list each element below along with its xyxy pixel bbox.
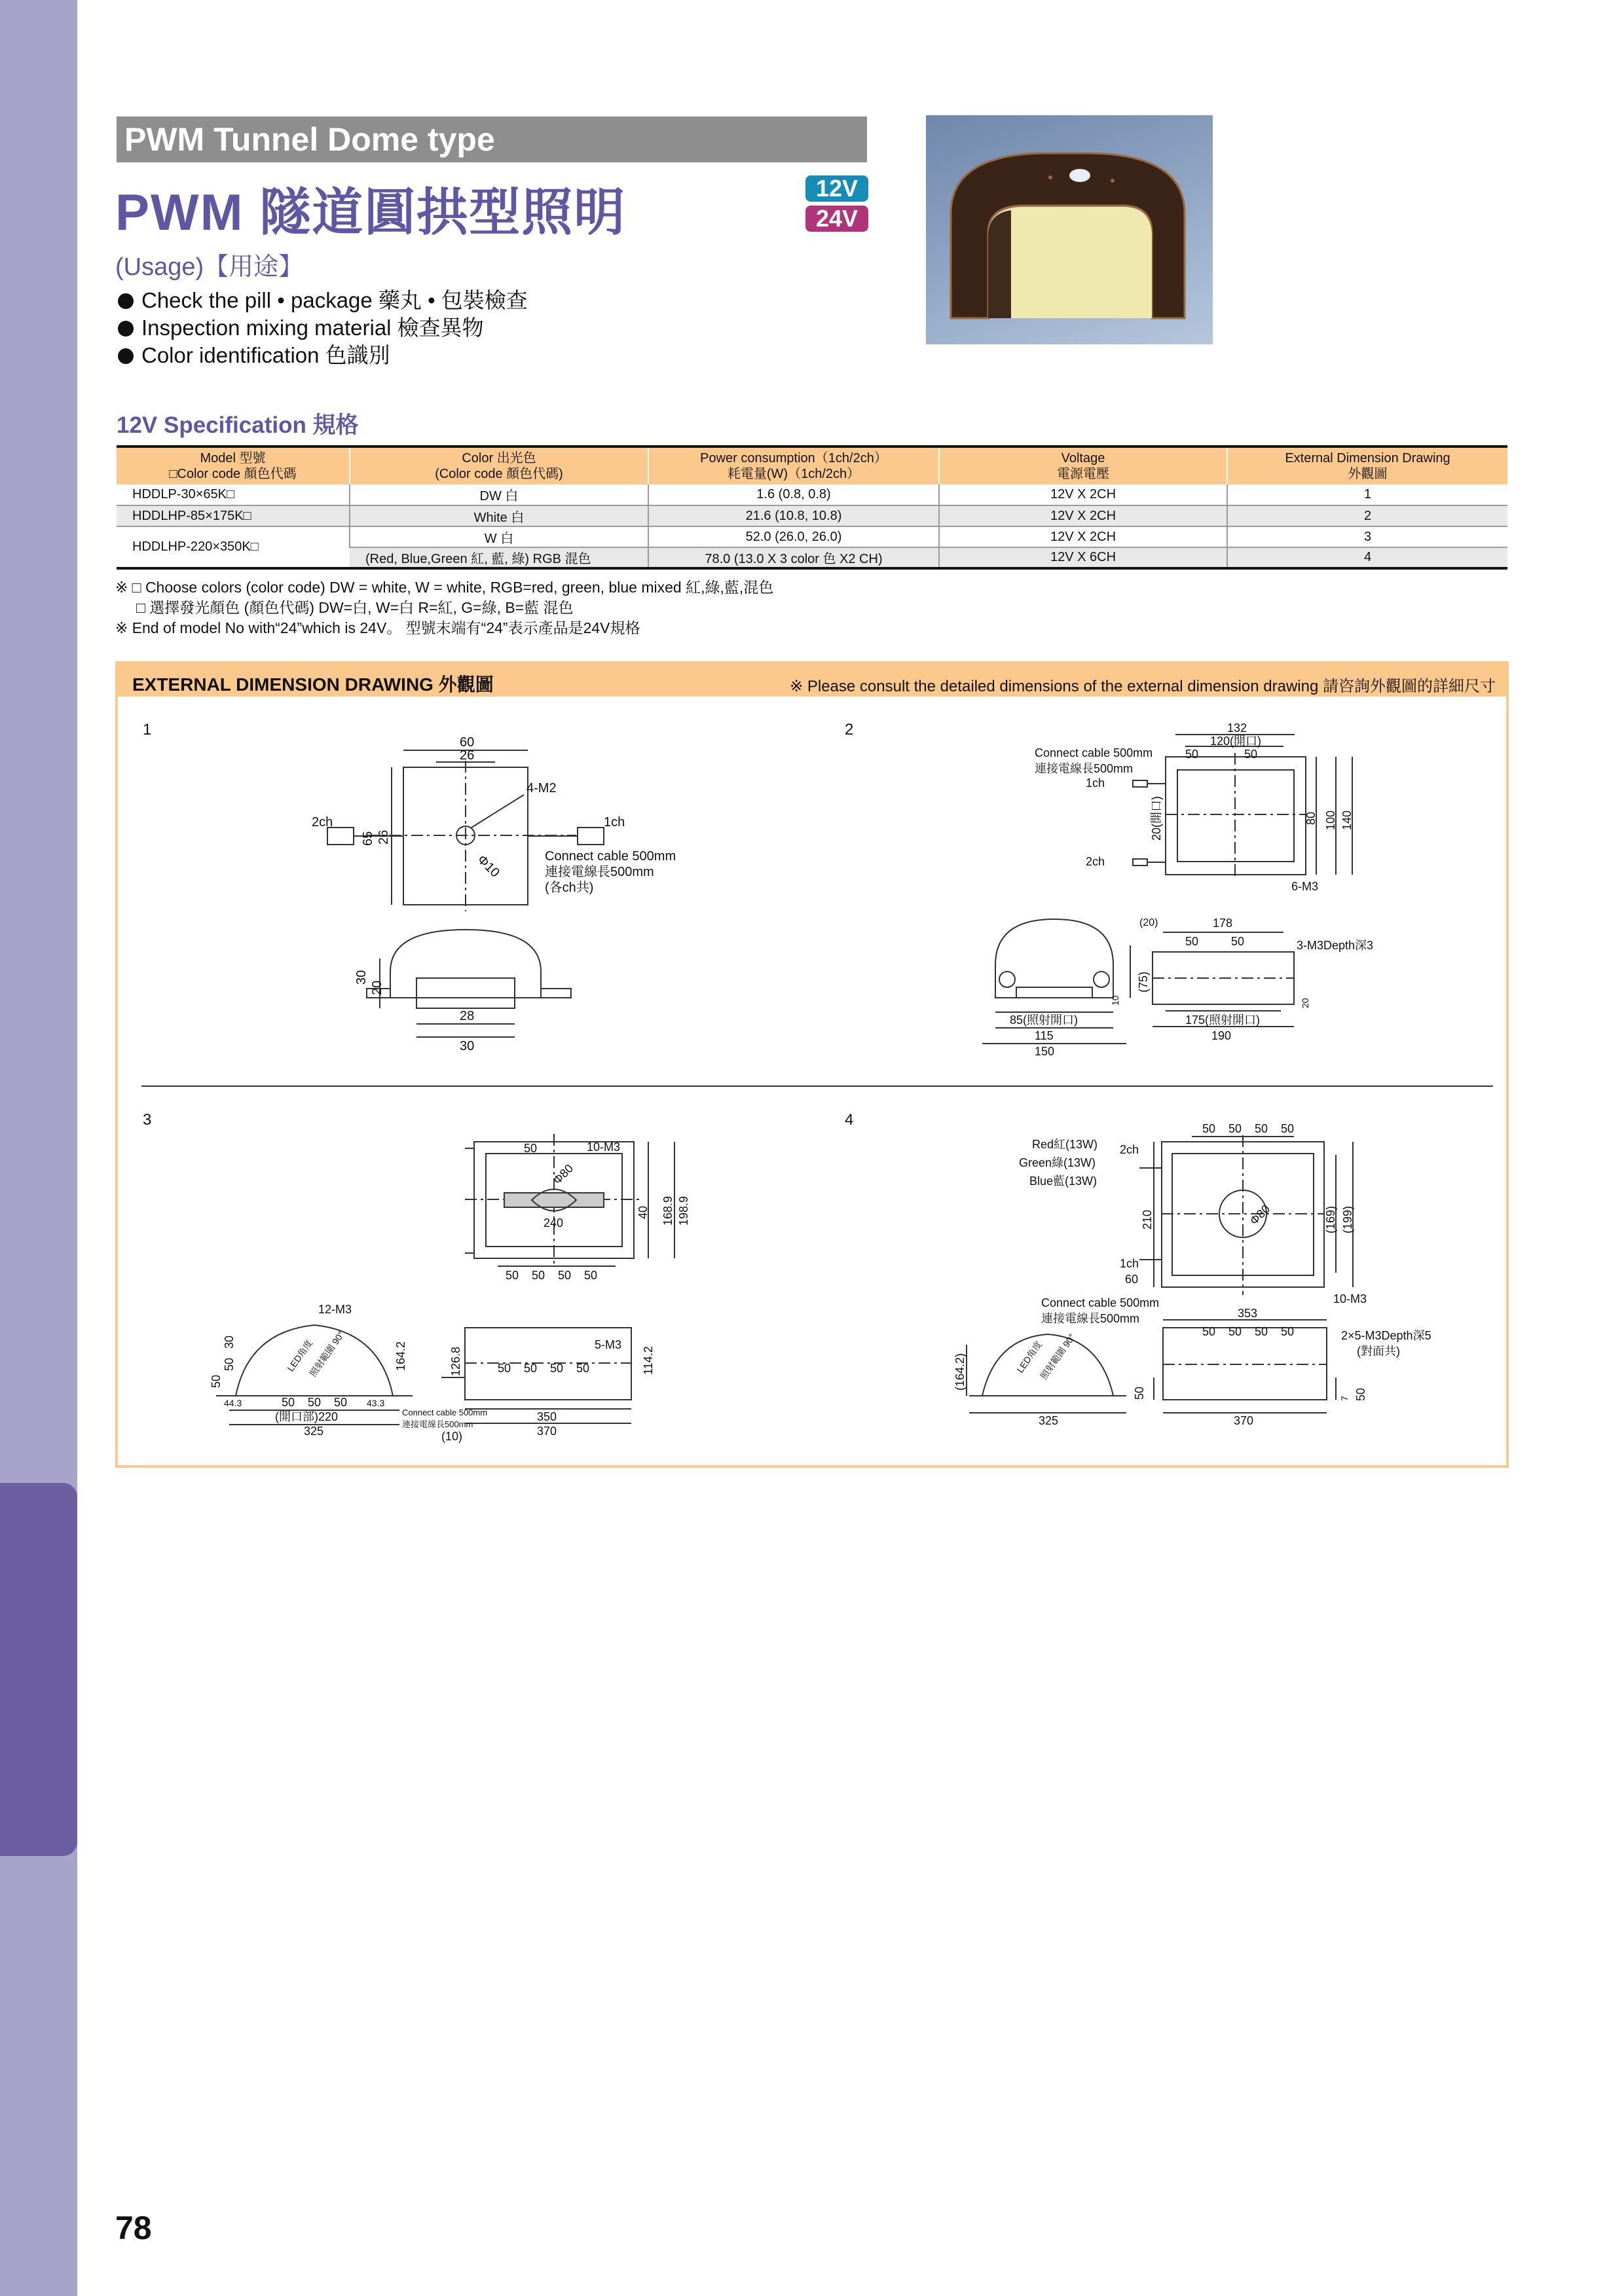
svg-text:Connect cable 500mm: Connect cable 500mm bbox=[1035, 746, 1153, 759]
svg-text:(各ch共): (各ch共) bbox=[545, 881, 594, 895]
svg-text:6-M3: 6-M3 bbox=[1291, 880, 1319, 893]
page-title: PWM 隧道圓拱型照明 bbox=[115, 183, 627, 241]
svg-text:178: 178 bbox=[1213, 917, 1233, 930]
svg-text:12-M3: 12-M3 bbox=[318, 1303, 352, 1316]
svg-text:(75): (75) bbox=[1137, 971, 1150, 993]
svg-text:Φ80: Φ80 bbox=[550, 1161, 576, 1187]
svg-text:3-M3Depth深3: 3-M3Depth深3 bbox=[1297, 939, 1374, 952]
svg-text:50: 50 bbox=[223, 1357, 236, 1371]
svg-text:(開口部)220: (開口部)220 bbox=[275, 1410, 339, 1423]
svg-text:(10): (10) bbox=[441, 1430, 463, 1443]
svg-text:198.9: 198.9 bbox=[677, 1195, 690, 1226]
bullet-icon bbox=[118, 321, 134, 337]
svg-text:50: 50 bbox=[506, 1269, 519, 1282]
svg-text:50: 50 bbox=[498, 1362, 511, 1375]
svg-text:1: 1 bbox=[143, 721, 152, 738]
spec-title: 12V Specification 規格 bbox=[117, 412, 359, 438]
svg-text:30: 30 bbox=[223, 1335, 236, 1349]
svg-text:168.9: 168.9 bbox=[661, 1195, 674, 1226]
svg-text:Green綠(13W): Green綠(13W) bbox=[1019, 1156, 1096, 1169]
svg-text:50: 50 bbox=[1202, 1325, 1216, 1338]
spec-table bbox=[117, 445, 1507, 570]
svg-text:照射範圍 90°: 照射範圍 90° bbox=[1038, 1332, 1077, 1381]
svg-text:(20): (20) bbox=[1139, 917, 1158, 928]
svg-text:Red紅(13W): Red紅(13W) bbox=[1032, 1138, 1098, 1151]
svg-text:175(照射開口): 175(照射開口) bbox=[1185, 1013, 1261, 1027]
svg-text:50: 50 bbox=[1228, 1122, 1242, 1135]
badge-12v: 12V bbox=[805, 175, 868, 202]
svg-text:7: 7 bbox=[1339, 1396, 1350, 1401]
header-color: Color 出光色 (Color code 顏色代碼) bbox=[350, 446, 648, 484]
svg-text:114.2: 114.2 bbox=[642, 1346, 655, 1375]
note-line: ※ □ Choose colors (color code) DW = white, W = white, RGB=red, green, blue mixed 紅,綠,藍,混色 bbox=[115, 579, 774, 596]
svg-text:44.3: 44.3 bbox=[224, 1398, 242, 1408]
svg-text:3: 3 bbox=[143, 1111, 152, 1129]
svg-text:1ch: 1ch bbox=[1086, 776, 1105, 790]
svg-text:50: 50 bbox=[1185, 935, 1199, 948]
svg-text:50: 50 bbox=[576, 1362, 590, 1375]
sidebar-stripe bbox=[0, 0, 77, 2296]
svg-text:2ch: 2ch bbox=[1086, 855, 1105, 868]
svg-text:370: 370 bbox=[1234, 1414, 1254, 1427]
svg-text:30: 30 bbox=[460, 1039, 475, 1053]
svg-text:50: 50 bbox=[282, 1396, 295, 1409]
svg-text:150: 150 bbox=[1035, 1045, 1055, 1058]
table-row: HDDLHP-220×350K□ W 白 52.0 (26.0, 26.0) 12V X 2CH 3 bbox=[117, 526, 1507, 547]
svg-text:50: 50 bbox=[1133, 1386, 1146, 1400]
svg-text:85(照射開口): 85(照射開口) bbox=[1010, 1013, 1079, 1027]
svg-text:140: 140 bbox=[1340, 810, 1354, 830]
svg-text:Connect cable 500mm: Connect cable 500mm bbox=[1041, 1296, 1160, 1309]
usage-item: Check the pill • package 藥丸 • 包裝檢查 bbox=[118, 287, 528, 314]
svg-text:50: 50 bbox=[558, 1269, 572, 1282]
external-dimension-note: ※ Please consult the detailed dimensions of the external dimension drawing 請咨詢外觀圖的詳細尺寸 bbox=[790, 678, 1496, 695]
svg-text:50: 50 bbox=[1255, 1325, 1268, 1338]
svg-text:20(開口): 20(開口) bbox=[1150, 795, 1163, 841]
drawing-2 bbox=[845, 721, 1373, 1058]
svg-text:325: 325 bbox=[1039, 1414, 1059, 1427]
svg-text:26: 26 bbox=[460, 748, 475, 763]
svg-text:50: 50 bbox=[1228, 1325, 1242, 1338]
svg-text:50: 50 bbox=[1202, 1122, 1216, 1135]
note-line: ※ End of model No with“24”which is 24V。 型號末端有“24”表示產品是24V規格 bbox=[115, 619, 640, 636]
svg-text:10: 10 bbox=[1110, 995, 1120, 1006]
svg-text:2ch: 2ch bbox=[312, 815, 333, 829]
spec-notes bbox=[115, 577, 773, 638]
table-row: HDDLHP-85×175K□ White 白 21.6 (10.8, 10.8) 12V X 2CH 2 bbox=[117, 505, 1507, 526]
svg-text:50: 50 bbox=[550, 1362, 564, 1375]
header-drawing: External Dimension Drawing 外觀圖 bbox=[1227, 446, 1507, 484]
svg-text:353: 353 bbox=[1238, 1307, 1258, 1320]
note-line: □ 選擇發光顏色 (顏色代碼) DW=白, W=白 R=紅, G=綠, B=藍 混色 bbox=[136, 599, 574, 616]
svg-text:80: 80 bbox=[1304, 811, 1318, 825]
drawing-3 bbox=[143, 1111, 690, 1443]
spec-table-header bbox=[117, 446, 1507, 484]
svg-text:Blue藍(13W): Blue藍(13W) bbox=[1029, 1175, 1098, 1188]
svg-text:30: 30 bbox=[354, 970, 369, 985]
badge-24v: 24V bbox=[805, 206, 868, 232]
svg-text:100: 100 bbox=[1324, 810, 1337, 830]
svg-text:連接電線長500mm: 連接電線長500mm bbox=[1041, 1312, 1140, 1325]
svg-text:10-M3: 10-M3 bbox=[587, 1140, 621, 1154]
usage-heading: (Usage)【用途】 bbox=[115, 253, 304, 281]
svg-text:50: 50 bbox=[524, 1142, 538, 1155]
dimension-drawings bbox=[118, 697, 1506, 1465]
svg-text:60: 60 bbox=[460, 735, 475, 750]
svg-text:5-M3: 5-M3 bbox=[595, 1338, 622, 1351]
usage-item: Color identification 色識別 bbox=[118, 342, 528, 369]
svg-text:照射範圍 90°: 照射範圍 90° bbox=[307, 1329, 346, 1379]
svg-text:連接電線長500mm: 連接電線長500mm bbox=[1035, 762, 1134, 775]
svg-text:50: 50 bbox=[524, 1362, 538, 1375]
svg-text:370: 370 bbox=[537, 1425, 557, 1438]
svg-text:115: 115 bbox=[1035, 1029, 1054, 1042]
svg-text:LED角度: LED角度 bbox=[285, 1338, 315, 1374]
header-power: Power consumption（1ch/2ch） 耗電量(W)（1ch/2ch） bbox=[648, 446, 939, 484]
svg-text:Connect cable 500mm: Connect cable 500mm bbox=[545, 849, 676, 864]
svg-text:(164.2): (164.2) bbox=[953, 1353, 967, 1391]
usage-list bbox=[118, 287, 528, 369]
svg-text:120(開口): 120(開口) bbox=[1210, 735, 1262, 748]
table-row: (Red, Blue,Green 紅, 藍, 綠) RGB 混色 78.0 (13.0 X 3 color 色 X2 CH) 12V X 6CH 4 bbox=[117, 547, 1507, 568]
svg-text:2×5-M3Depth深5: 2×5-M3Depth深5 bbox=[1341, 1329, 1431, 1342]
svg-text:(對面共): (對面共) bbox=[1357, 1345, 1400, 1358]
svg-text:65: 65 bbox=[361, 831, 375, 846]
svg-text:連接電線長500mm: 連接電線長500mm bbox=[545, 865, 654, 879]
header-model: Model 型號 □Color code 顏色代碼 bbox=[117, 446, 350, 484]
svg-text:26: 26 bbox=[377, 829, 391, 845]
svg-text:240: 240 bbox=[544, 1216, 564, 1230]
svg-text:(169): (169) bbox=[1324, 1205, 1337, 1233]
svg-text:28: 28 bbox=[460, 1009, 475, 1023]
svg-text:350: 350 bbox=[537, 1410, 557, 1423]
svg-text:132: 132 bbox=[1227, 721, 1247, 735]
external-dimension-title: EXTERNAL DIMENSION DRAWING 外觀圖 bbox=[132, 674, 494, 695]
svg-text:2ch: 2ch bbox=[1120, 1143, 1139, 1156]
svg-text:1ch: 1ch bbox=[604, 815, 625, 829]
svg-text:50: 50 bbox=[1281, 1325, 1295, 1338]
svg-text:Φ10: Φ10 bbox=[474, 852, 503, 881]
svg-text:1ch: 1ch bbox=[1120, 1257, 1139, 1270]
svg-text:40: 40 bbox=[637, 1205, 650, 1219]
header-voltage: Voltage 電源電壓 bbox=[939, 446, 1227, 484]
svg-text:190: 190 bbox=[1211, 1029, 1232, 1042]
svg-text:50: 50 bbox=[1244, 748, 1258, 761]
bullet-icon bbox=[118, 293, 134, 309]
svg-text:50: 50 bbox=[1354, 1387, 1367, 1401]
svg-text:164.2: 164.2 bbox=[394, 1341, 407, 1371]
drawing-4 bbox=[845, 1111, 1431, 1427]
svg-text:50: 50 bbox=[308, 1396, 322, 1409]
svg-text:126.8: 126.8 bbox=[449, 1346, 462, 1376]
svg-text:LED角度: LED角度 bbox=[1014, 1339, 1044, 1375]
usage-item: Inspection mixing material 檢查異物 bbox=[118, 314, 528, 342]
svg-text:50: 50 bbox=[584, 1269, 598, 1282]
svg-text:50: 50 bbox=[1185, 748, 1199, 761]
svg-text:2: 2 bbox=[845, 721, 854, 738]
external-dimension-header bbox=[118, 664, 1506, 697]
svg-text:10-M3: 10-M3 bbox=[1333, 1292, 1367, 1305]
svg-text:(199): (199) bbox=[1341, 1205, 1354, 1233]
svg-text:325: 325 bbox=[304, 1425, 324, 1438]
category-bar: PWM Tunnel Dome type bbox=[117, 117, 867, 162]
svg-text:60: 60 bbox=[1125, 1273, 1139, 1286]
svg-text:4: 4 bbox=[845, 1111, 854, 1129]
svg-text:4-M2: 4-M2 bbox=[526, 781, 557, 795]
svg-text:20: 20 bbox=[370, 980, 384, 995]
svg-text:50: 50 bbox=[1255, 1122, 1268, 1135]
svg-text:43.3: 43.3 bbox=[367, 1398, 385, 1408]
svg-text:50: 50 bbox=[334, 1396, 348, 1409]
svg-text:20: 20 bbox=[1300, 998, 1310, 1008]
product-photo bbox=[926, 115, 1213, 344]
drawing-1 bbox=[143, 721, 676, 1053]
svg-text:210: 210 bbox=[1141, 1209, 1154, 1230]
svg-text:50: 50 bbox=[532, 1269, 545, 1282]
svg-text:50: 50 bbox=[1231, 935, 1245, 948]
svg-text:連接電線長500mm: 連接電線長500mm bbox=[402, 1419, 473, 1429]
svg-text:Connect cable 500mm: Connect cable 500mm bbox=[402, 1408, 488, 1417]
table-row: HDDLP-30×65K□ DW 白 1.6 (0.8, 0.8) 12V X 2CH 1 bbox=[117, 484, 1507, 505]
svg-text:50: 50 bbox=[1281, 1122, 1295, 1135]
external-dimension-section bbox=[115, 661, 1509, 1468]
sidebar-section-tab bbox=[0, 1483, 77, 1856]
bullet-icon bbox=[118, 348, 134, 364]
page-number: 78 bbox=[115, 2210, 152, 2246]
svg-text:50: 50 bbox=[210, 1374, 223, 1388]
svg-text:Φ80: Φ80 bbox=[1247, 1202, 1273, 1228]
